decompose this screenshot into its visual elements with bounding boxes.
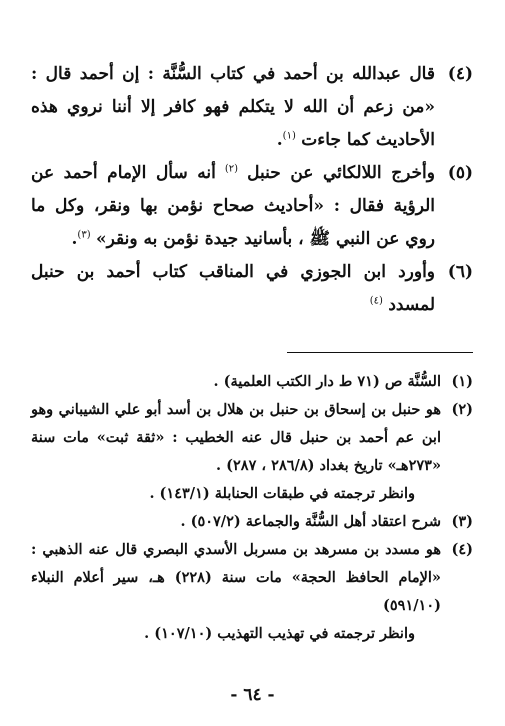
footnote-text: السُّنَّة ص (٧١ ط دار الكتب العلمية) . — [213, 373, 441, 390]
footnote — [31, 536, 473, 620]
footnote — [31, 508, 473, 536]
footnote-extra: وانظر ترجمته في تهذيب التهذيب (١٠٧/١٠) . — [144, 625, 415, 642]
footnote-text: شرح اعتقاد أهل السُّنَّة والجماعة (٥٠٧/٢) . — [180, 513, 441, 530]
main-text — [31, 58, 473, 322]
item-number: (٥) — [447, 163, 473, 183]
item-text: قال عبدالله بن أحمد في كتاب السُّنَّة : إن أحمد قال : «من زعم أن الله لا يتكلم فهو كافر إلا أننا نروي هذه الأحاديث كما جاءت — [31, 64, 435, 150]
page-number: - ٦٤ - — [230, 685, 275, 705]
footnote-number: (٢) — [451, 401, 473, 418]
footnote-extra: وانظر ترجمته في طبقات الحنابلة (١٤٣/١) . — [149, 485, 415, 502]
footnote-ref: (٢) — [224, 163, 239, 175]
main-item — [31, 256, 473, 322]
main-item — [31, 157, 473, 256]
main-item — [31, 58, 473, 157]
footnote-number: (٤) — [451, 541, 473, 558]
footnote-number: (١) — [451, 373, 473, 390]
footnote-text: هو مسدد بن مسرهد بن مسربل الأسدي البصري قال عنه الذهبي : «الإمام الحافظ الحجة» مات سنة (٢٢٨) هـ، سير أعلام النبلاء (٥٩١/١٠) — [31, 541, 441, 614]
item-number: (٦) — [447, 262, 473, 282]
footnote-separator — [287, 352, 473, 353]
item-number: (٤) — [447, 64, 473, 84]
footnotes — [31, 368, 473, 648]
item-text-end: . — [71, 229, 78, 249]
footnote — [31, 368, 473, 396]
footnote-ref: (٣) — [77, 229, 91, 241]
item-text: وأخرج اللالكائي عن حنبل — [247, 163, 435, 183]
item-text: وأورد ابن الجوزي في المناقب كتاب أحمد بن حنبل لمسدد — [31, 262, 435, 315]
item-text-end: . — [276, 130, 283, 150]
item-text-cont: أنه سأل الإمام أحمد عن الرؤية فقال : «أحاديث صحاح نؤمن بها ونقر، وكل ما روي عن النبي ﷺ ، بأسانيد جيدة نؤمن به ونقر» — [31, 163, 435, 249]
footnote-ref: (٤) — [369, 295, 383, 307]
footnote-ref: (١) — [282, 130, 296, 142]
footnote-text: هو حنبل بن إسحاق بن حنبل بن هلال بن أسد أبو علي الشيباني وهو ابن عم أحمد بن حنبل قال عنه الخطيب : «ثقة ثبت» مات سنة «٢٧٣هـ» تاريخ بغداد (٢٨٦/٨ ، ٢٨٧) . — [31, 401, 441, 474]
footnote-number: (٣) — [451, 513, 473, 530]
footnote — [31, 396, 473, 480]
